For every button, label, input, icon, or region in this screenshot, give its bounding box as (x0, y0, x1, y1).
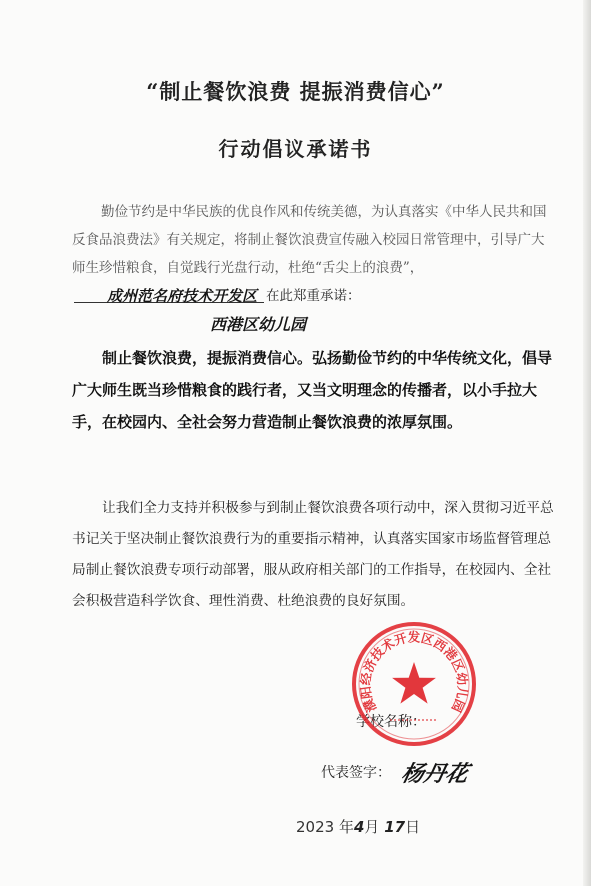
document-subtitle: 行动倡议承诺书 (218, 137, 373, 161)
intro-text-end: 在此郑重承诺： (266, 288, 361, 304)
intro-text: 勤俭节约是中华民族的优良作风和传统美德，为认真落实《中华人民共和国反食品浪费法》有关规定，将制止餐饮浪费宣传融入校园日常管理中，引导广大师生珍惜粮食，自觉践行光盘行动，杜绝“舌尖上的浪费”， (72, 204, 547, 276)
fill-in-line (74, 286, 264, 303)
date-day-label: 日 (405, 818, 421, 836)
paragraph-intro (72, 198, 554, 310)
svg-text:濮阳经济技术开发区西港区幼儿园: 濮阳经济技术开发区西港区幼儿园 (357, 629, 471, 715)
paragraph-commitment: 制止餐饮浪费，提振消费信心。弘扬勤俭节约的中华传统文化，倡导广大师生既当珍惜粮食的践行者，又当文明理念的传播者，以小手拉大手，在校园内、全社会努力营造制止餐饮浪费的浓厚氛围。 (72, 349, 553, 431)
official-seal-icon (350, 620, 478, 748)
date-month: 4 (353, 818, 365, 836)
school-name-label: 学校名称： (356, 714, 426, 730)
paragraph-action: 让我们全力支持并积极参与到制止餐饮浪费各项行动中，深入贯彻习近平总书记关于坚决制止餐饮浪费行为的重要指示精神，认真落实国家市场监督管理总局制止餐饮浪费专项行动部署，服从政府相关部门的工作指导，在校园内、全社会积极营造科学饮食、理性消费、杜绝浪费的良好氛围。 (72, 500, 554, 609)
document-title: “制止餐饮浪费 提振消费信心” (146, 79, 445, 104)
date-month-label: 月 (364, 818, 380, 836)
date (296, 816, 420, 837)
date-day: 17 (384, 818, 406, 836)
handwritten-school-name: 西港区幼儿园 (210, 315, 307, 334)
representative-label: 代表签字： (321, 765, 391, 781)
date-year: 2023 年 (296, 818, 354, 836)
handwritten-signature: 杨丹花 (398, 762, 471, 787)
handwritten-district: 成州范名府技术开发区 (107, 287, 258, 305)
